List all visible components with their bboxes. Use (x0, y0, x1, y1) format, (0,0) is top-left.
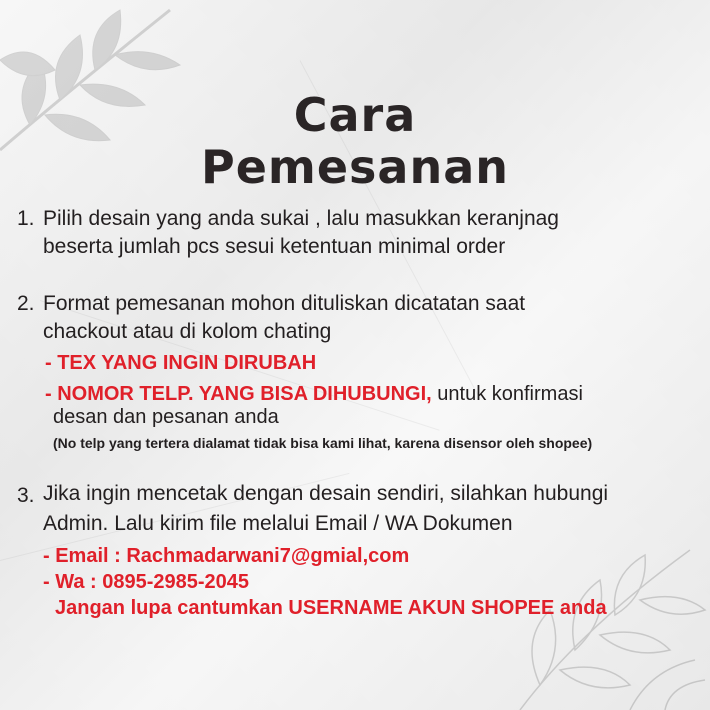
step-2-line2: chackout atau di kolom chating (43, 320, 332, 343)
step-2-number: 2. (17, 292, 35, 315)
step-2-note: (No telp yang tertera dialamat tidak bisa kami lihat, karena disensor oleh shopee) (53, 435, 593, 451)
step-2-bullet-phone-red: - NOMOR TELP. YANG BISA DIHUBUNGI, (45, 383, 432, 405)
step-2-line1: Format pemesanan mohon dituliskan dicatatan saat (43, 292, 526, 315)
step-2-bullet-text: - TEX YANG INGIN DIRUBAH (45, 352, 317, 374)
step-1-line1: Pilih desain yang anda sukai , lalu masukkan keranjnag (43, 207, 559, 230)
step-2-bullet-phone-rest: untuk konfirmasi (431, 383, 583, 405)
step-3-reminder: Jangan lupa cantumkan USERNAME AKUN SHOPEE anda (55, 597, 607, 619)
page-title-line2: Pemesanan (201, 140, 509, 194)
step-3-line2: Admin. Lalu kirim file melalui Email / WA Dokumen (43, 512, 513, 535)
page-title-line1: Cara (293, 88, 417, 142)
step-3-line1: Jika ingin mencetak dengan desain sendiri, silahkan hubungi (43, 482, 609, 505)
step-3-number: 3. (17, 484, 35, 507)
step-2-bullet-phone-line2: desan dan pesanan anda (53, 406, 279, 428)
step-1-line2: beserta jumlah pcs sesui ketentuan minimal order (43, 235, 506, 258)
step-1-number: 1. (17, 207, 35, 230)
step-3-email: - Email : Rachmadarwani7@gmial,com (43, 545, 410, 567)
step-3-wa: - Wa : 0895-2985-2045 (43, 571, 250, 593)
